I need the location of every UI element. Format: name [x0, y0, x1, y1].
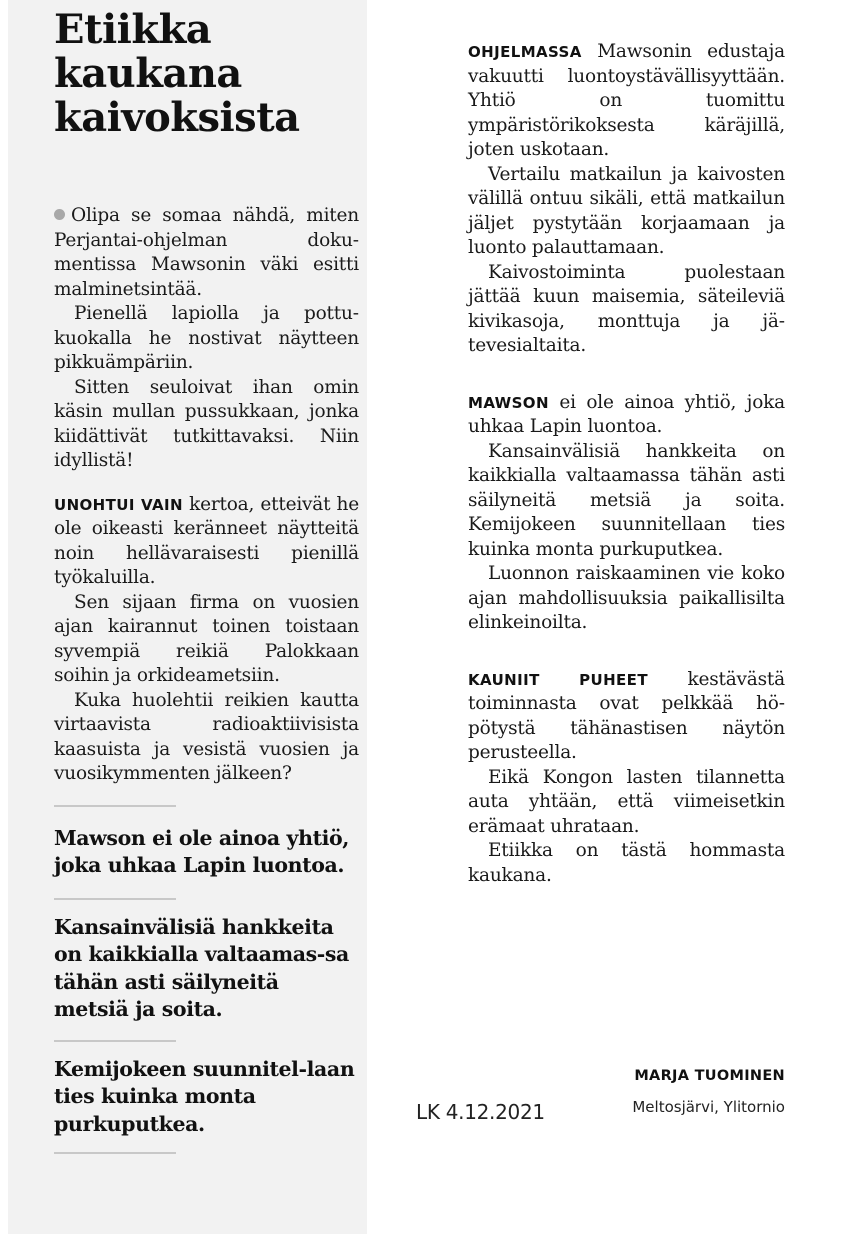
pull-quote: Kemijokeen suunnitel-laan ties kuinka monta purkuputkea. [54, 1056, 355, 1136]
left-body-text [54, 204, 359, 787]
handwritten-date-note: LK 4.12.2021 [416, 1100, 545, 1124]
right-column [468, 40, 785, 888]
section-paragraph [468, 40, 785, 163]
lead-paragraph [54, 204, 359, 302]
lead-paragraph-text: Olipa se somaa nähdä, miten Perjantai-ohjelman dokumentissa Mawsonin väki esitti malminetsintää. [54, 205, 359, 300]
headline-line-1: Etiikka [54, 6, 212, 53]
section-kicker: KAUNIIT PUHEET [468, 670, 648, 689]
headline-line-3: kaivoksista [54, 94, 300, 141]
author-location: Meltosjärvi, Ylitornio [632, 1098, 785, 1116]
bullet-dot-icon [54, 209, 65, 220]
divider [54, 898, 176, 900]
section-paragraph [54, 493, 359, 591]
left-column-background [8, 0, 367, 1234]
divider [54, 1152, 176, 1154]
section-text: Mawsonin edustaja vakuutti luontoystävällisyyttään. Yhtiö on tuomittu ympäristörikoksesta käräjillä, joten uskotaan. [468, 41, 785, 160]
section-kicker: MAWSON [468, 393, 549, 412]
section-text: ei ole ainoa yhtiö, joka uhkaa Lapin luontoa. [468, 391, 785, 437]
paragraph: Sitten seuloivat ihan omin käsin mullan pussukkaan, jonka kiidättivät tutkittavaksi. Niin idyllistä! [54, 376, 359, 471]
section-kicker: UNOHTUI VAIN [54, 495, 183, 514]
paragraph: Kaivostoiminta puolestaan jättää kuun maisemia, säteileviä kivikasoja, monttuja ja jätevesialtaita. [468, 261, 785, 356]
paragraph: Kuka huolehtii reikien kautta virtaavista radioaktiivisista kaasuista ja vesistä vuosien ja vuosikymmenten jälkeen? [54, 689, 359, 784]
divider [54, 805, 176, 807]
section-kicker: OHJELMASSA [468, 43, 582, 61]
paragraph: Etiikka on tästä hommasta kaukana. [468, 840, 785, 886]
section-text: kertoa, etteivät he ole oikeasti keränneet näytteitä noin hellävaraisesti pienillä työkaluilla. [54, 493, 360, 588]
article-headline [54, 0, 359, 140]
section-paragraph [468, 391, 785, 440]
paragraph: Pienellä lapiolla ja pottukuokalla he nostivat näytteen pikkuämpäriin. [54, 303, 359, 373]
section-text: kestävästä toiminnasta ovat pelkkää höpötystä tähänastisen näytön perusteella. [468, 668, 785, 763]
author-name: MARJA TUOMINEN [634, 1068, 785, 1084]
paragraph: Kansainvälisiä hankkeita on kaikkialla valtaamassa tähän asti säilyneitä metsiä ja soita. Kemijokeen suunnitellaan ties kuinka monta purkuputkea. [468, 440, 785, 560]
pull-quote: Kansainvälisiä hankkeita on kaikkialla valtaamas-sa tähän asti säilyneitä metsiä ja soita. [54, 914, 349, 1021]
paragraph: Vertailu matkailun ja kaivosten välillä ontuu sikäli, että matkailun jäljet pystytään korjaamaan ja luonto palauttamaan. [468, 163, 785, 258]
paragraph: Luonnon raiskaaminen vie koko ajan mahdollisuuksia paikallisilta elinkeinoilta. [468, 563, 785, 633]
pull-quote: Mawson ei ole ainoa yhtiö, joka uhkaa Lapin luontoa. [54, 825, 350, 877]
divider [54, 1040, 176, 1042]
headline-line-2: kaukana [54, 50, 242, 97]
paragraph: Eikä Kongon lasten tilannetta auta yhtään, että viimeisetkin erämaat uhrataan. [468, 766, 785, 837]
left-column [54, 0, 359, 1154]
section-paragraph [468, 668, 785, 766]
paragraph: Sen sijaan firma on vuosien ajan kairannut toinen toistaan syvempiä reikiä Palokkaan soihin ja orkideametsiin. [54, 591, 359, 686]
